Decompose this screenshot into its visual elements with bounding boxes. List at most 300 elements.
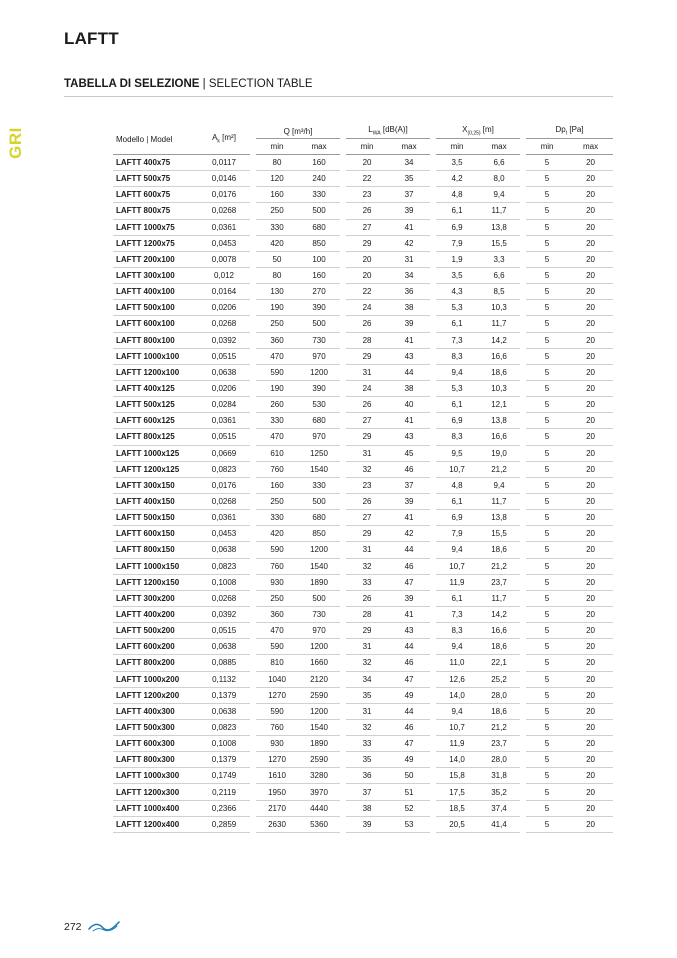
cell-ak: 0,1379	[198, 752, 253, 768]
cell-x-min: 6,1	[433, 316, 478, 332]
cell-x-min: 10,7	[433, 461, 478, 477]
cell-q-max: 500	[298, 203, 343, 219]
table-row	[113, 203, 613, 219]
cell-model: LAFTT 600x200	[113, 639, 198, 655]
cell-model: LAFTT 1200x75	[113, 235, 198, 251]
cell-x-min: 7,9	[433, 235, 478, 251]
header-divider	[64, 96, 613, 97]
cell-dp-max: 20	[568, 348, 613, 364]
table-row	[113, 171, 613, 187]
cell-x-min: 12,6	[433, 671, 478, 687]
cell-model: LAFTT 500x100	[113, 300, 198, 316]
cell-dp-min: 5	[523, 510, 568, 526]
cell-dp-max: 20	[568, 719, 613, 735]
cell-x-min: 6,9	[433, 510, 478, 526]
cell-model: LAFTT 800x125	[113, 429, 198, 445]
cell-x-min: 17,5	[433, 784, 478, 800]
cell-lwa-max: 44	[388, 542, 433, 558]
cell-q-max: 1540	[298, 461, 343, 477]
cell-lwa-min: 31	[343, 542, 388, 558]
cell-ak: 0,1008	[198, 574, 253, 590]
cell-q-max: 530	[298, 397, 343, 413]
cell-lwa-max: 37	[388, 477, 433, 493]
cell-q-min: 330	[253, 219, 298, 235]
cell-x-max: 10,3	[478, 300, 523, 316]
table-row	[113, 187, 613, 203]
cell-x-min: 9,4	[433, 364, 478, 380]
cell-model: LAFTT 600x75	[113, 187, 198, 203]
cell-ak: 0,2366	[198, 800, 253, 816]
cell-lwa-max: 44	[388, 639, 433, 655]
cell-dp-min: 5	[523, 800, 568, 816]
cell-model: LAFTT 400x150	[113, 493, 198, 509]
cell-dp-max: 20	[568, 316, 613, 332]
cell-lwa-max: 45	[388, 445, 433, 461]
cell-lwa-max: 53	[388, 816, 433, 832]
cell-dp-max: 20	[568, 364, 613, 380]
cell-x-min: 5,3	[433, 300, 478, 316]
cell-ak: 0,0361	[198, 413, 253, 429]
cell-lwa-max: 44	[388, 703, 433, 719]
cell-ak: 0,0638	[198, 364, 253, 380]
header-x-max: max	[478, 139, 523, 155]
cell-x-min: 3,5	[433, 155, 478, 171]
cell-q-max: 330	[298, 477, 343, 493]
cell-ak: 0,0268	[198, 493, 253, 509]
cell-lwa-min: 20	[343, 251, 388, 267]
cell-lwa-max: 39	[388, 316, 433, 332]
selection-table	[113, 124, 613, 833]
cell-lwa-min: 35	[343, 752, 388, 768]
cell-ak: 0,0823	[198, 558, 253, 574]
cell-lwa-max: 38	[388, 300, 433, 316]
cell-dp-min: 5	[523, 784, 568, 800]
cell-lwa-min: 32	[343, 461, 388, 477]
cell-dp-max: 20	[568, 768, 613, 784]
cell-q-min: 760	[253, 558, 298, 574]
cell-lwa-max: 47	[388, 736, 433, 752]
cell-q-min: 190	[253, 300, 298, 316]
table-row	[113, 703, 613, 719]
cell-lwa-min: 36	[343, 768, 388, 784]
table-row	[113, 800, 613, 816]
table-row	[113, 526, 613, 542]
cell-q-min: 590	[253, 703, 298, 719]
cell-ak: 0,0176	[198, 477, 253, 493]
cell-model: LAFTT 1000x200	[113, 671, 198, 687]
cell-lwa-max: 41	[388, 606, 433, 622]
cell-q-min: 810	[253, 655, 298, 671]
cell-dp-max: 20	[568, 671, 613, 687]
cell-x-min: 11,0	[433, 655, 478, 671]
header-dp-max: max	[568, 139, 613, 155]
cell-model: LAFTT 300x150	[113, 477, 198, 493]
side-tab	[4, 126, 28, 160]
cell-dp-min: 5	[523, 768, 568, 784]
cell-ak: 0,0268	[198, 316, 253, 332]
table-row	[113, 542, 613, 558]
cell-ak: 0,0206	[198, 380, 253, 396]
cell-q-min: 470	[253, 429, 298, 445]
cell-dp-min: 5	[523, 445, 568, 461]
header-lwa-min: min	[343, 139, 388, 155]
cell-lwa-min: 29	[343, 348, 388, 364]
cell-x-min: 6,1	[433, 203, 478, 219]
cell-q-max: 500	[298, 316, 343, 332]
cell-x-max: 3,3	[478, 251, 523, 267]
cell-dp-min: 5	[523, 477, 568, 493]
side-tab-label: GRI	[6, 127, 25, 159]
cell-x-min: 15,8	[433, 768, 478, 784]
cell-lwa-min: 22	[343, 171, 388, 187]
cell-q-max: 730	[298, 332, 343, 348]
cell-x-max: 18,6	[478, 542, 523, 558]
cell-lwa-min: 26	[343, 493, 388, 509]
cell-ak: 0,0268	[198, 590, 253, 606]
cell-lwa-min: 29	[343, 429, 388, 445]
cell-lwa-min: 23	[343, 187, 388, 203]
cell-x-min: 5,3	[433, 380, 478, 396]
cell-q-max: 970	[298, 623, 343, 639]
cell-lwa-min: 35	[343, 687, 388, 703]
cell-model: LAFTT 600x150	[113, 526, 198, 542]
table-row	[113, 380, 613, 396]
cell-ak: 0,0268	[198, 203, 253, 219]
cell-x-max: 16,6	[478, 623, 523, 639]
cell-dp-max: 20	[568, 235, 613, 251]
cell-q-max: 4440	[298, 800, 343, 816]
cell-x-max: 14,2	[478, 606, 523, 622]
cell-model: LAFTT 300x200	[113, 590, 198, 606]
cell-q-max: 730	[298, 606, 343, 622]
cell-model: LAFTT 1200x300	[113, 784, 198, 800]
cell-x-max: 14,2	[478, 332, 523, 348]
cell-dp-min: 5	[523, 606, 568, 622]
cell-x-max: 37,4	[478, 800, 523, 816]
cell-dp-max: 20	[568, 413, 613, 429]
subtitle-rest: | SELECTION TABLE	[199, 78, 313, 90]
cell-lwa-max: 46	[388, 719, 433, 735]
table-row	[113, 364, 613, 380]
cell-x-max: 9,4	[478, 477, 523, 493]
table-row	[113, 510, 613, 526]
cell-lwa-min: 24	[343, 380, 388, 396]
subtitle-bold: TABELLA DI SELEZIONE	[64, 78, 200, 90]
cell-q-min: 250	[253, 493, 298, 509]
cell-lwa-min: 31	[343, 364, 388, 380]
cell-dp-min: 5	[523, 703, 568, 719]
cell-lwa-max: 35	[388, 171, 433, 187]
cell-lwa-min: 31	[343, 445, 388, 461]
cell-model: LAFTT 400x300	[113, 703, 198, 719]
table-row	[113, 219, 613, 235]
cell-model: LAFTT 800x75	[113, 203, 198, 219]
cell-dp-max: 20	[568, 267, 613, 283]
cell-q-min: 360	[253, 606, 298, 622]
cell-lwa-max: 39	[388, 493, 433, 509]
cell-dp-min: 5	[523, 574, 568, 590]
cell-q-max: 850	[298, 526, 343, 542]
table-row	[113, 332, 613, 348]
cell-dp-max: 20	[568, 477, 613, 493]
cell-x-min: 4,3	[433, 284, 478, 300]
cell-lwa-min: 34	[343, 671, 388, 687]
table-row	[113, 768, 613, 784]
cell-x-min: 8,3	[433, 348, 478, 364]
cell-dp-min: 5	[523, 623, 568, 639]
cell-x-max: 10,3	[478, 380, 523, 396]
cell-model: LAFTT 600x100	[113, 316, 198, 332]
cell-ak: 0,0515	[198, 348, 253, 364]
cell-x-min: 6,9	[433, 219, 478, 235]
cell-ak: 0,1132	[198, 671, 253, 687]
cell-q-max: 1660	[298, 655, 343, 671]
cell-x-max: 18,6	[478, 364, 523, 380]
cell-x-min: 9,5	[433, 445, 478, 461]
cell-dp-min: 5	[523, 655, 568, 671]
cell-lwa-max: 51	[388, 784, 433, 800]
cell-q-max: 1540	[298, 719, 343, 735]
cell-q-min: 1040	[253, 671, 298, 687]
cell-x-min: 6,1	[433, 493, 478, 509]
cell-x-min: 4,8	[433, 187, 478, 203]
cell-dp-max: 20	[568, 526, 613, 542]
table-row	[113, 736, 613, 752]
cell-model: LAFTT 1200x200	[113, 687, 198, 703]
cell-model: LAFTT 500x125	[113, 397, 198, 413]
cell-q-max: 2590	[298, 752, 343, 768]
cell-ak: 0,0515	[198, 623, 253, 639]
cell-dp-max: 20	[568, 703, 613, 719]
cell-dp-max: 20	[568, 203, 613, 219]
cell-x-max: 28,0	[478, 687, 523, 703]
cell-ak: 0,0361	[198, 219, 253, 235]
cell-model: LAFTT 1000x300	[113, 768, 198, 784]
cell-lwa-max: 44	[388, 364, 433, 380]
cell-lwa-max: 40	[388, 397, 433, 413]
cell-dp-min: 5	[523, 752, 568, 768]
cell-x-min: 7,3	[433, 606, 478, 622]
cell-x-min: 18,5	[433, 800, 478, 816]
cell-q-max: 240	[298, 171, 343, 187]
cell-lwa-max: 43	[388, 348, 433, 364]
cell-model: LAFTT 800x300	[113, 752, 198, 768]
table-body	[113, 155, 613, 833]
cell-dp-min: 5	[523, 203, 568, 219]
cell-q-min: 590	[253, 542, 298, 558]
table-row	[113, 719, 613, 735]
table-row	[113, 445, 613, 461]
cell-lwa-max: 43	[388, 623, 433, 639]
header-dp: $Dp_t$ [Pa]	[523, 124, 613, 139]
cell-model: LAFTT 400x200	[113, 606, 198, 622]
cell-ak: 0,0206	[198, 300, 253, 316]
cell-model: LAFTT 1200x400	[113, 816, 198, 832]
cell-x-min: 14,0	[433, 752, 478, 768]
cell-q-max: 500	[298, 493, 343, 509]
cell-ak: 0,0117	[198, 155, 253, 171]
cell-model: LAFTT 1000x100	[113, 348, 198, 364]
table-row	[113, 300, 613, 316]
section-subtitle	[64, 78, 313, 90]
cell-x-max: 21,2	[478, 461, 523, 477]
cell-lwa-min: 32	[343, 655, 388, 671]
cell-q-min: 610	[253, 445, 298, 461]
header-x: $X_{(0,25)}$ [m]	[433, 124, 523, 139]
cell-q-min: 330	[253, 413, 298, 429]
cell-dp-min: 5	[523, 187, 568, 203]
cell-lwa-max: 47	[388, 574, 433, 590]
cell-x-max: 11,7	[478, 493, 523, 509]
cell-q-min: 50	[253, 251, 298, 267]
cell-ak: 0,0515	[198, 429, 253, 445]
cell-ak: 0,0669	[198, 445, 253, 461]
page-number: 272	[64, 921, 82, 933]
cell-x-max: 11,7	[478, 590, 523, 606]
cell-ak: 0,1008	[198, 736, 253, 752]
cell-q-min: 2630	[253, 816, 298, 832]
cell-x-max: 15,5	[478, 235, 523, 251]
cell-dp-max: 20	[568, 461, 613, 477]
cell-q-max: 330	[298, 187, 343, 203]
cell-lwa-max: 41	[388, 219, 433, 235]
cell-dp-max: 20	[568, 736, 613, 752]
cell-lwa-min: 37	[343, 784, 388, 800]
cell-lwa-min: 27	[343, 510, 388, 526]
table-row	[113, 348, 613, 364]
cell-ak: 0,0638	[198, 542, 253, 558]
table-row	[113, 623, 613, 639]
cell-lwa-min: 32	[343, 719, 388, 735]
cell-model: LAFTT 200x100	[113, 251, 198, 267]
cell-lwa-max: 39	[388, 590, 433, 606]
cell-q-max: 2120	[298, 671, 343, 687]
cell-q-max: 3970	[298, 784, 343, 800]
cell-q-max: 1250	[298, 445, 343, 461]
cell-model: LAFTT 1000x150	[113, 558, 198, 574]
cell-lwa-min: 29	[343, 623, 388, 639]
cell-lwa-min: 39	[343, 816, 388, 832]
cell-q-min: 930	[253, 574, 298, 590]
cell-model: LAFTT 800x200	[113, 655, 198, 671]
cell-lwa-min: 33	[343, 574, 388, 590]
cell-x-max: 11,7	[478, 316, 523, 332]
table-row	[113, 687, 613, 703]
table-row	[113, 558, 613, 574]
cell-q-min: 330	[253, 510, 298, 526]
cell-lwa-max: 31	[388, 251, 433, 267]
cell-x-min: 4,8	[433, 477, 478, 493]
cell-dp-min: 5	[523, 155, 568, 171]
cell-x-max: 18,6	[478, 703, 523, 719]
cell-lwa-max: 42	[388, 526, 433, 542]
cell-dp-min: 5	[523, 736, 568, 752]
cell-dp-max: 20	[568, 284, 613, 300]
header-lwa-max: max	[388, 139, 433, 155]
cell-x-max: 22,1	[478, 655, 523, 671]
cell-x-max: 8,0	[478, 171, 523, 187]
cell-dp-max: 20	[568, 171, 613, 187]
cell-x-max: 11,7	[478, 203, 523, 219]
cell-dp-max: 20	[568, 800, 613, 816]
cell-lwa-min: 33	[343, 736, 388, 752]
cell-q-min: 160	[253, 187, 298, 203]
cell-x-min: 7,9	[433, 526, 478, 542]
cell-dp-min: 5	[523, 429, 568, 445]
cell-lwa-max: 43	[388, 429, 433, 445]
cell-model: LAFTT 500x150	[113, 510, 198, 526]
table-row	[113, 816, 613, 832]
cell-q-max: 160	[298, 155, 343, 171]
page-title: LAFTT	[64, 29, 119, 48]
cell-lwa-min: 22	[343, 284, 388, 300]
cell-x-min: 7,3	[433, 332, 478, 348]
cell-q-min: 420	[253, 235, 298, 251]
cell-lwa-max: 46	[388, 461, 433, 477]
cell-x-min: 9,4	[433, 542, 478, 558]
cell-lwa-min: 32	[343, 558, 388, 574]
cell-dp-min: 5	[523, 332, 568, 348]
cell-ak: 0,0638	[198, 639, 253, 655]
cell-lwa-min: 24	[343, 300, 388, 316]
cell-q-max: 1200	[298, 542, 343, 558]
cell-x-min: 14,0	[433, 687, 478, 703]
cell-dp-min: 5	[523, 380, 568, 396]
cell-q-max: 1890	[298, 574, 343, 590]
header-lwa: $L_{WA}$ [dB(A)]	[343, 124, 433, 139]
cell-dp-min: 5	[523, 235, 568, 251]
cell-q-min: 470	[253, 348, 298, 364]
cell-model: LAFTT 400x75	[113, 155, 198, 171]
cell-model: LAFTT 600x300	[113, 736, 198, 752]
cell-ak: 0,0453	[198, 235, 253, 251]
cell-ak: 0,0146	[198, 171, 253, 187]
cell-dp-max: 20	[568, 251, 613, 267]
cell-q-min: 360	[253, 332, 298, 348]
cell-x-max: 6,6	[478, 155, 523, 171]
cell-q-max: 680	[298, 219, 343, 235]
cell-lwa-min: 26	[343, 316, 388, 332]
cell-x-max: 19,0	[478, 445, 523, 461]
table-row	[113, 397, 613, 413]
cell-q-max: 1200	[298, 703, 343, 719]
cell-dp-max: 20	[568, 590, 613, 606]
cell-lwa-min: 26	[343, 397, 388, 413]
table-row	[113, 590, 613, 606]
cell-q-min: 80	[253, 155, 298, 171]
cell-ak: 0,1379	[198, 687, 253, 703]
cell-x-min: 11,9	[433, 736, 478, 752]
table-row	[113, 413, 613, 429]
cell-model: LAFTT 600x125	[113, 413, 198, 429]
cell-ak: 0,0361	[198, 510, 253, 526]
cell-x-min: 9,4	[433, 703, 478, 719]
cell-q-max: 390	[298, 380, 343, 396]
cell-x-max: 31,8	[478, 768, 523, 784]
cell-dp-max: 20	[568, 300, 613, 316]
cell-q-max: 970	[298, 348, 343, 364]
cell-x-min: 6,9	[433, 413, 478, 429]
header-q: Q [m³/h]	[253, 124, 343, 139]
cell-q-min: 250	[253, 590, 298, 606]
cell-model: LAFTT 500x75	[113, 171, 198, 187]
table-row	[113, 574, 613, 590]
cell-dp-max: 20	[568, 510, 613, 526]
cell-dp-min: 5	[523, 316, 568, 332]
cell-q-max: 5360	[298, 816, 343, 832]
cell-lwa-max: 46	[388, 558, 433, 574]
cell-lwa-max: 39	[388, 203, 433, 219]
